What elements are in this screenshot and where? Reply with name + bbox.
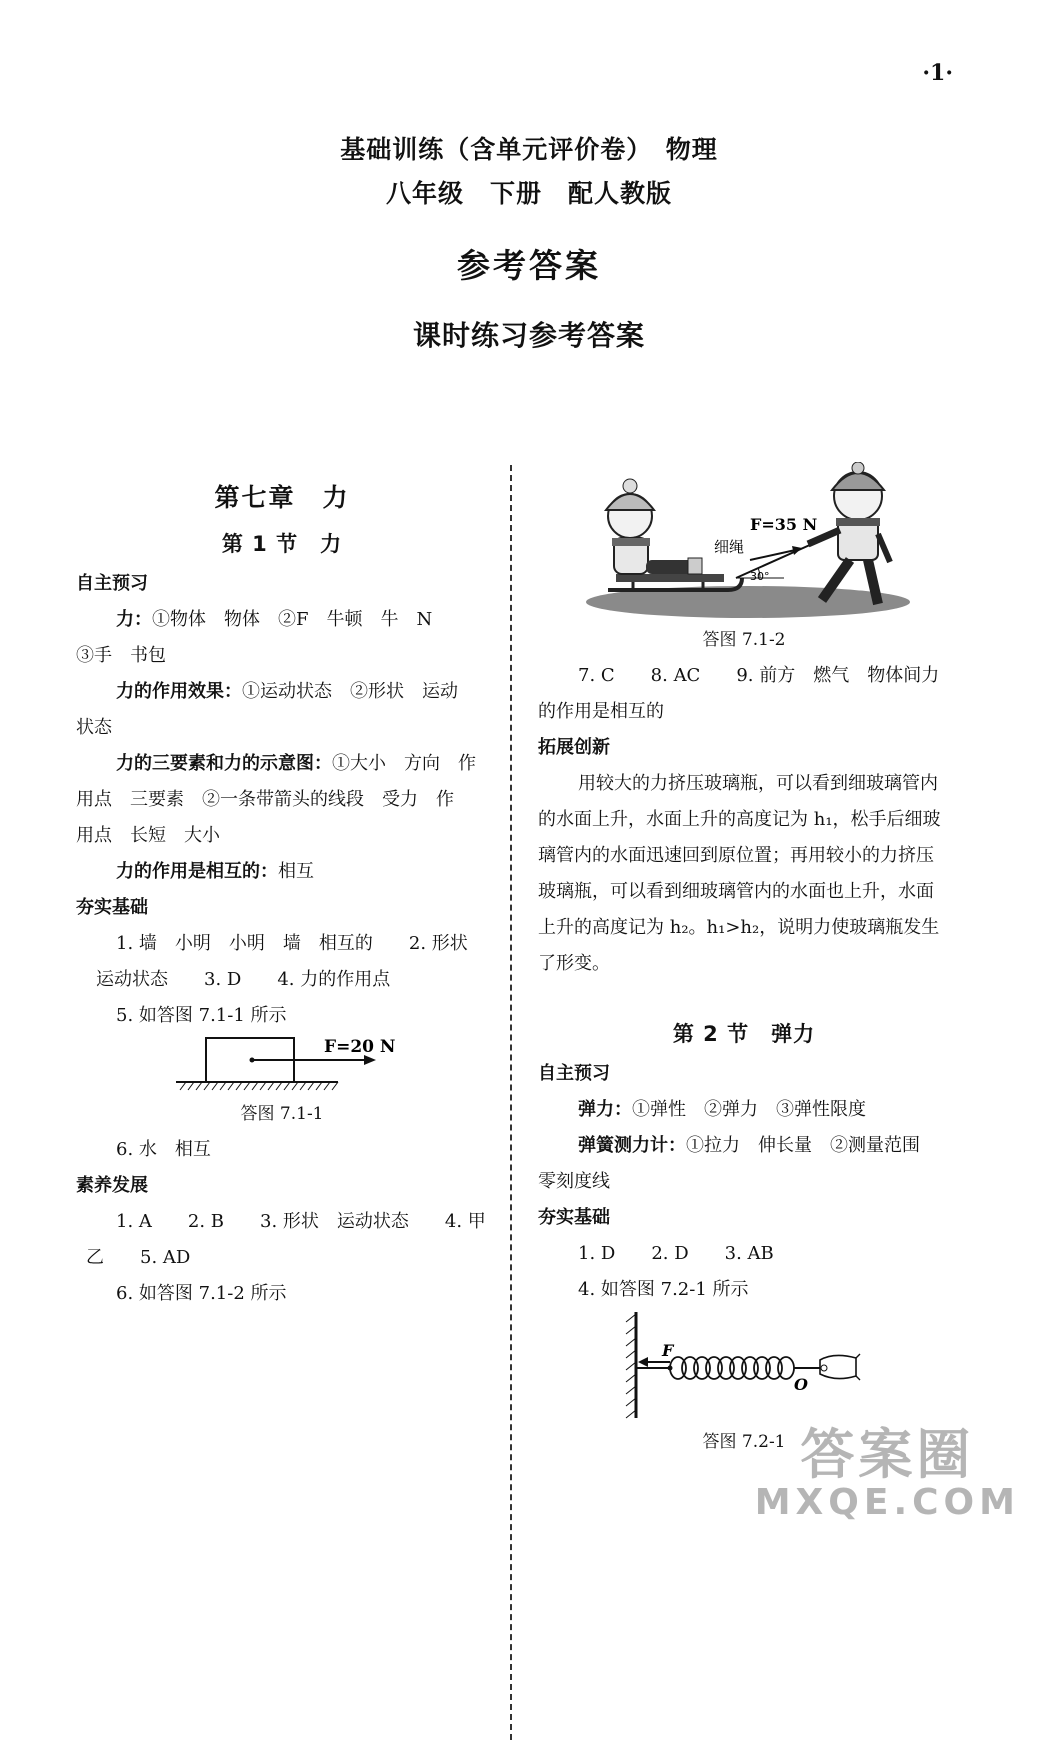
expand-line-2: 的水面上升，水面上升的高度记为 h₁，松手后细玻 [538,809,941,830]
spring-answer: 弹簧测力计：①拉力 伸长量 ②测量范围 [578,1135,920,1156]
answers-7-9: 7. C 8. AC 9. 前方 燃气 物体间力 [578,665,940,686]
three-elements-cont2: 用点 长短 大小 [76,825,220,846]
three-elements-cont: 用点 三要素 ②一条带箭头的线段 受力 作 [76,789,454,810]
basic-answers-2: 运动状态 3. D 4. 力的作用点 [96,969,391,990]
fig2-force-label: F=35 N [750,515,818,534]
angle-label: 30° [750,570,770,583]
right-column [538,462,950,1460]
spring-coils [670,1357,794,1379]
force-arrow-head [792,546,802,555]
expand-line-5: 上升的高度记为 h₂。h₁>h₂，说明力使玻璃瓶发生 [538,917,940,938]
s2-basic-1: 1. D 2. D 3. AB [578,1243,774,1264]
page-title: 参考答案 [457,246,601,285]
fig2-caption: 答图 7.1-2 [702,630,786,650]
expand-line-4: 玻璃瓶，可以看到细玻璃管内的水面也上升，水面 [538,881,934,902]
expand-line-1: 用较大的力挤压玻璃瓶，可以看到细玻璃管内 [578,773,938,794]
watermark-sub: MXQE.COM [754,1482,1020,1523]
page-number: ·1· [922,60,953,86]
sled-illustration [538,462,950,622]
force-answer-cont: ③手 书包 [76,645,166,666]
develop-answers-2: 乙 5. AD [86,1247,191,1268]
watermark-main: 答案圈 [800,1423,975,1486]
column-divider [510,465,512,1740]
force-answer: 力：①物体 物体 ②F 牛顿 牛 N [116,609,433,630]
left-column [76,478,488,1312]
preview-heading: 自主预习 [76,573,148,594]
basic-answers-3: 5. 如答图 7.1-1 所示 [116,1005,287,1026]
expand-heading: 拓展创新 [538,737,610,758]
develop-answers-3: 6. 如答图 7.1-2 所示 [116,1283,287,1304]
s2-basic-2: 4. 如答图 7.2-1 所示 [578,1279,749,1300]
figure-7-2-1 [538,1308,950,1424]
fig1-caption: 答图 7.1-1 [240,1104,324,1124]
force-arrow-shaft [750,549,800,560]
effect-answer-cont: 状态 [76,717,112,738]
elastic-answer: 弹力：①弹性 ②弹力 ③弹性限度 [578,1099,866,1120]
book-edition: 八年级 下册 配人教版 [385,179,672,208]
basic-heading: 夯实基础 [76,897,148,918]
effect-answer: 力的作用效果：①运动状态 ②形状 运动 [116,681,458,702]
boy-figure [808,462,890,604]
answers-7-9-cont: 的作用是相互的 [538,701,664,722]
develop-answers-1: 1. A 2. B 3. 形状 运动状态 4. 甲 [116,1211,486,1232]
basic-answers-1: 1. 墙 小明 小明 墙 相互的 2. 形状 [116,933,468,954]
block-force-diagram [76,1034,488,1096]
section-1-title: 第 1 节 力 [221,532,343,556]
basic-answers-4: 6. 水 相互 [116,1139,211,1160]
figure-7-1-2 [538,462,950,622]
page-subtitle: 课时练习参考答案 [412,319,645,352]
fig3-force-label: F [662,1341,674,1360]
spring-answer-cont: 零刻度线 [538,1171,610,1192]
expand-line-6: 了形变。 [538,953,610,974]
chapter-title: 第七章 力 [214,483,350,512]
book-title: 基础训练（含单元评价卷） 物理 [340,135,718,164]
spring-diagram [538,1308,950,1424]
develop-heading: 素养发展 [76,1175,148,1196]
fig3-point-label: O [794,1375,808,1394]
child-figure [606,479,702,574]
hand-icon [820,1354,860,1380]
fig2-rope-label: 细绳 [714,538,745,556]
expand-line-3: 璃管内的水面迅速回到原位置；再用较小的力挤压 [538,845,934,866]
three-elements-answer: 力的三要素和力的示意图：①大小 方向 作 [116,753,476,774]
fig3-caption: 答图 7.2-1 [702,1432,786,1452]
s2-basic-heading: 夯实基础 [538,1207,610,1228]
s2-preview-heading: 自主预习 [538,1063,610,1084]
mutual-answer: 力的作用是相互的：相互 [116,861,314,882]
figure-7-1-1 [76,1034,488,1096]
fig1-force-label: F=20 N [324,1037,396,1057]
section-2-title: 第 2 节 弹力 [672,1022,816,1046]
watermark [754,1423,1020,1523]
